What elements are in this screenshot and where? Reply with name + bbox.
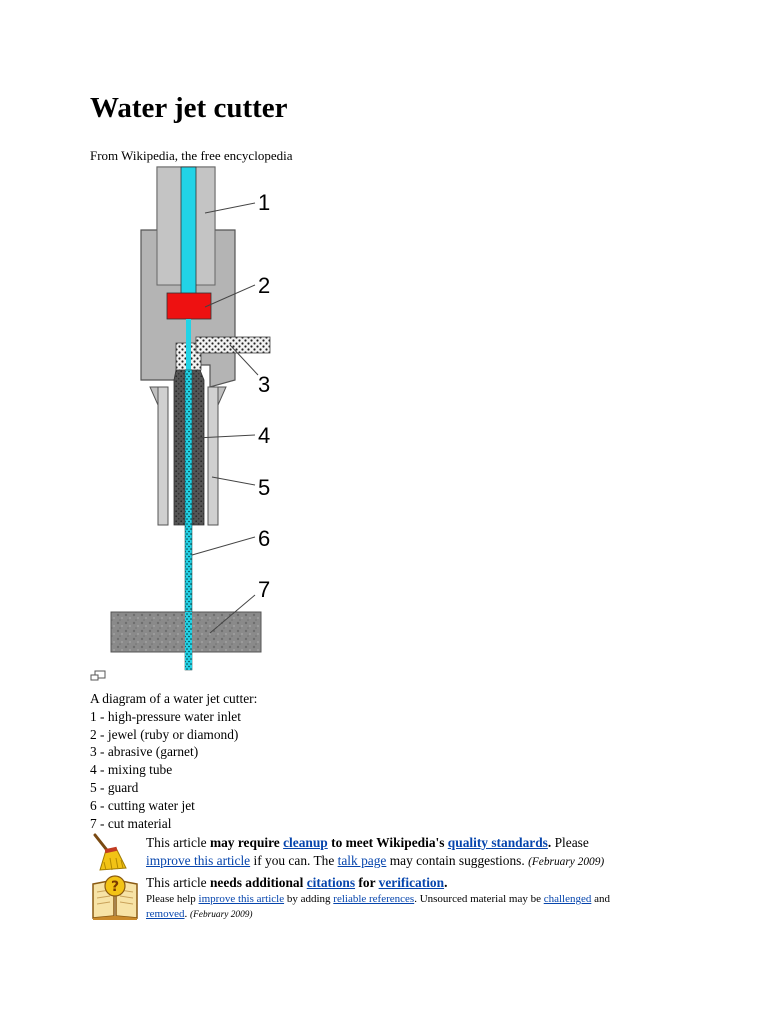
quality-standards-link[interactable]: quality standards <box>447 835 548 850</box>
notice-bold: may require <box>209 835 284 850</box>
guard-outer-left <box>158 387 168 525</box>
caption-item: 6 - cutting water jet <box>90 797 195 813</box>
broom-icon <box>90 832 130 872</box>
notice-bold: for <box>355 875 379 890</box>
cleanup-link[interactable]: cleanup <box>283 835 328 850</box>
reliable-references-link[interactable]: reliable references <box>333 893 415 905</box>
caption-item: 4 - mixing tube <box>90 762 173 778</box>
diagram-label-4: 4 <box>258 423 271 448</box>
diagram-label-2: 2 <box>258 273 271 298</box>
notice-text: This article <box>146 835 210 850</box>
caption-item: 7 - cut material <box>90 815 172 831</box>
improve-article-link[interactable]: improve this article <box>146 853 251 868</box>
caption-item: 2 - jewel (ruby or diamond) <box>90 726 239 742</box>
svg-text:?: ? <box>110 879 120 895</box>
notice-date: (February 2009) <box>189 910 253 920</box>
jewel <box>167 293 211 319</box>
guard-outer-right <box>208 387 218 525</box>
notice-text: and <box>591 893 611 905</box>
abrasive-feed <box>196 337 270 353</box>
water-jet-diagram[interactable] <box>100 165 300 675</box>
caption-item: 3 - abrasive (garnet) <box>90 744 199 760</box>
caption-item: 5 - guard <box>90 779 139 795</box>
citations-notice <box>90 872 690 922</box>
diagram-label-7: 7 <box>258 577 271 602</box>
notice-text: may contain suggestions. <box>386 853 529 868</box>
jet-upper <box>186 319 191 371</box>
notice-text: . <box>184 908 190 920</box>
diagram-label-1: 1 <box>258 190 271 215</box>
book-question-icon <box>90 872 140 920</box>
verification-link[interactable]: verification <box>378 875 445 890</box>
jet-through-material <box>185 612 192 670</box>
notice-bold: . <box>444 875 448 890</box>
notice-text: if you can. The <box>250 853 338 868</box>
improve-article-link[interactable]: improve this article <box>198 893 285 905</box>
caption-item: 1 - high-pressure water inlet <box>90 708 241 724</box>
notice-text: Please <box>551 835 589 850</box>
notice-text: by adding <box>284 893 334 905</box>
notice-bold: needs additional <box>209 875 307 890</box>
notice-text: Please help <box>146 893 199 905</box>
notice-bold: to meet Wikipedia's <box>327 835 448 850</box>
notice-date: (February 2009) <box>528 856 605 868</box>
challenged-link[interactable]: challenged <box>543 893 592 905</box>
citations-link[interactable]: citations <box>306 875 356 890</box>
figure-caption <box>90 690 257 832</box>
notice-bold: . <box>547 835 552 850</box>
diagram-label-6: 6 <box>258 526 271 551</box>
page-title: Water jet cutter <box>90 92 288 124</box>
removed-link[interactable]: removed <box>146 908 185 920</box>
water-channel <box>181 167 196 295</box>
page-tagline: From Wikipedia, the free encyclopedia <box>90 148 293 163</box>
diagram-label-5: 5 <box>258 475 271 500</box>
caption-heading: A diagram of a water jet cutter: <box>90 691 258 706</box>
notice-text: This article <box>146 875 210 890</box>
cleanup-notice <box>90 830 690 870</box>
diagram-label-3: 3 <box>258 372 271 397</box>
talk-page-link[interactable]: talk page <box>337 853 387 868</box>
enlarge-icon[interactable] <box>90 670 106 682</box>
notice-text: . Unsourced material may be <box>414 893 544 905</box>
